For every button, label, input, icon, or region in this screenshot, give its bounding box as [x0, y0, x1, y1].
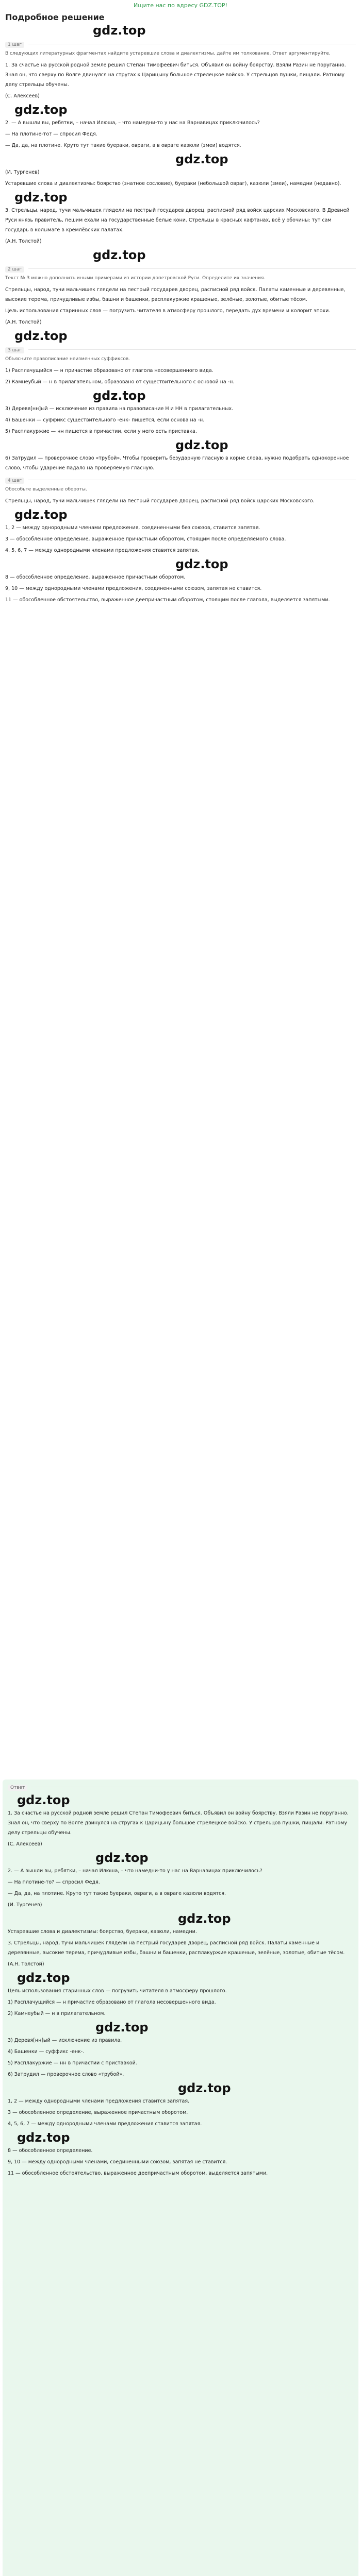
paragraph: — На плотине-то? — спросил Федя.: [5, 131, 97, 137]
author: (А.Н. Толстой): [8, 1961, 44, 1967]
watermark: gdz.top: [178, 1911, 231, 1926]
paragraph: Устаревшие слова и диалектизмы: боярство, буераки, казюли, намедни.: [8, 1929, 197, 1935]
author: (И. Тургенев): [5, 170, 40, 175]
paragraph: 2. — А вышли вы, ребятки, – начал Илюша, – что намедни-то у нас на Варнавицах приключилось?: [5, 120, 260, 126]
divider: [28, 268, 356, 269]
paragraph: 3. Стрельцы, народ, тучи мальчишек глядели на пестрый государев дворец, расписной ряд войск. Палаты каменные и деревянные, высокие терема, причудливые избы, башни и башенки, расплакуржие крашеные, зелёные, золотые, обитые тёсом.: [8, 1940, 345, 1956]
watermark: gdz.top: [14, 507, 68, 522]
watermark: gdz.top: [175, 152, 228, 166]
paragraph: 4, 5, 6, 7 — между однородными членами предложения ставится запятая.: [8, 2121, 202, 2127]
paragraph: 6) Затрудил — проверочное слово «трубой». Чтобы проверить безударную гласную в корне слова, нужно подобрать однокоренное слово, чтобы ударение падало на проверяемую гласную.: [5, 455, 349, 471]
paragraph: 3 — обособленное определение, выраженное причастным оборотом.: [8, 2110, 188, 2115]
paragraph: Стрельцы, народ, тучи мальчишек глядели на пестрый государев дворец, расписной ряд войск царских Московского.: [5, 498, 315, 504]
paragraph: 1, 2 — между однородными членами предложения ставится запятая.: [8, 2098, 190, 2104]
answer-box: [3, 1780, 358, 2576]
paragraph: 1, 2 — между однородными членами предложения, соединенными без союзов, ставится запятая.: [5, 525, 260, 531]
watermark: gdz.top: [14, 190, 68, 205]
watermark: gdz.top: [93, 23, 146, 38]
step-badge: 1 шаг: [5, 42, 24, 48]
task-text: Объясните правописание неизменных суффиксов.: [5, 357, 130, 362]
paragraph: 3) Деревя[нн]ый — исключение из правила на правописание Н и НН в прилагательных.: [5, 406, 234, 412]
paragraph: 1. За счастье на русской родной земле решил Степан Тимофеевич биться. Объявил он войну боярству. Взяли Разин не поруганно. Знал он, что сверху по Волге двинулся на стругах к Царицыну большое стрелецкое войско. У стрельцов пушки, пищали. Ратному делу стрельцы обучены.: [5, 62, 346, 88]
paragraph: 9, 10 — между однородными членами, соединенными союзом, запятая не ставится.: [8, 2159, 227, 2165]
task-text: Обособьте выделенные обороты.: [5, 487, 87, 492]
paragraph: — Да, да, на плотине. Круто тут такие буераки, овраги, а в овраге казюли (змеи) водятся.: [5, 143, 241, 148]
paragraph: Цель использования старинных слов — погрузить читателя в атмосферу прошлого, передать дух времени и колорит эпохи.: [5, 308, 331, 314]
paragraph: 9, 10 — между однородными членами предложения, соединенными союзом, запятая не ставится.: [5, 586, 262, 591]
paragraph: 11 — обособленное обстоятельство, выраженное деепричастным оборотом, стоящим после глагола, выделяется запятыми.: [5, 597, 330, 603]
paragraph: Цель использования старинных слов — погрузить читателя в атмосферу прошлого.: [8, 1988, 227, 1994]
paragraph: 5) Расплакуржие — нн пишется в причастии, если у него есть приставка.: [5, 429, 197, 434]
watermark: gdz.top: [175, 557, 228, 571]
solution-section: [0, 7, 361, 1780]
paragraph: 1) Расплачущийся — н причастие образовано от глагола несовершенного вида.: [5, 368, 214, 374]
watermark: gdz.top: [175, 438, 228, 452]
task-text: В следующих литературных фрагментах найдите устаревшие слова и диалектизмы, дайте им толкование. Ответ аргументируйте.: [5, 51, 331, 56]
paragraph: 4, 5, 6, 7 — между однородными членами предложения ставится запятая.: [5, 548, 200, 553]
section-title: Подробное решение: [5, 12, 105, 22]
paragraph: 11 — обособленное обстоятельство, выраженное деепричастным оборотом, выделяется запятыми.: [8, 2171, 268, 2176]
paragraph: 4) Башенки — суффикс -енк-.: [8, 2049, 85, 2055]
watermark: gdz.top: [17, 1971, 70, 1985]
step-badge: 3 шаг: [5, 347, 24, 353]
step-badge: 2 шаг: [5, 266, 24, 273]
answer-badge: Ответ: [8, 1785, 27, 1791]
paragraph: — Да, да, на плотине. Круто тут такие буераки, овраги, а в овраге казюли водятся.: [8, 1891, 226, 1896]
watermark: gdz.top: [17, 1793, 70, 1807]
paragraph: 1. За счастье на русской родной земле решил Степан Тимофеевич биться. Объявил он войну боярству. Взяли Разин не поруганно. Знал он, что сверху по Волге двинулся на стругах к Царицыну большое стрелецкое войско. У стрельцов пушки, пищали. Ратному делу стрельцы обучены.: [8, 1810, 349, 1836]
watermark: gdz.top: [14, 103, 68, 117]
watermark: gdz.top: [93, 388, 146, 403]
paragraph: — На плотине-то? — спросил Федя.: [8, 1879, 100, 1885]
paragraph: 6) Затрудил — проверочное слово «трубой».: [8, 2072, 124, 2077]
watermark: gdz.top: [95, 1851, 149, 1865]
watermark: gdz.top: [95, 2020, 149, 2035]
paragraph: 3 — обособленное определение, выраженное причастным оборотом, стоящим после определяемого слова.: [5, 536, 286, 542]
author: (С. Алексеев): [8, 1841, 42, 1847]
paragraph: 5) Расплакуржие — нн в причастии с приставкой.: [8, 2060, 137, 2066]
paragraph: 2) Камнеубый — н в прилагательном.: [8, 2011, 106, 2016]
author: (А.Н. Толстой): [5, 239, 42, 244]
paragraph: 3. Стрельцы, народ, тучи мальчишек глядели на пестрый государев дворец, расписной ряд войск царских Московского. В Древней Руси князь правитель, пешим ехали на государственные белые кони. Стрельцы в красных кафтанах, всё у обочины: тут сам государь в колымаге в кремлёвских палатах.: [5, 208, 350, 233]
paragraph: Устаревшие слова и диалектизмы: боярство (знатное сословие), буераки (небольшой овраг), казюли (змеи), намедни (недавно).: [5, 181, 341, 187]
paragraph: 8 — обособленное определение, выраженное причастным оборотом.: [5, 574, 186, 580]
watermark: gdz.top: [178, 2081, 231, 2095]
paragraph: 2. — А вышли вы, ребятки, – начал Илюша, – что намедни-то у нас на Варнавицах приключилось?: [8, 1868, 262, 1874]
divider: [28, 349, 356, 350]
paragraph: 8 — обособленное определение.: [8, 2148, 93, 2154]
author: (С. Алексеев): [5, 93, 40, 99]
paragraph: 4) Башенки — суффикс существительного -енк- пишется, если основа на -н.: [5, 417, 205, 423]
top-banner[interactable]: Ищите нас по адресу GDZ.TOP!: [134, 2, 227, 9]
task-text: Текст № 3 можно дополнить иными примерами из истории допетровской Руси. Определите их значения.: [5, 276, 266, 281]
paragraph: 1) Расплачущийся — н причастие образовано от глагола несовершенного вида.: [8, 1999, 216, 2005]
author: (А.Н. Толстой): [5, 319, 42, 325]
watermark: gdz.top: [17, 2130, 70, 2145]
watermark: gdz.top: [14, 329, 68, 343]
paragraph: Стрельцы, народ, тучи мальчишек глядели на пестрый государев дворец, расписной ряд войск. Палаты каменные и деревянные, высокие терема, причудливые избы, башни и башенки, расплакуржие крашеные, зелёные, золотые, обитые тёсом.: [5, 287, 346, 302]
step-badge: 4 шаг: [5, 478, 24, 484]
author: (И. Тургенев): [8, 1902, 42, 1908]
answer-section: [0, 1780, 361, 2576]
watermark: gdz.top: [93, 248, 146, 262]
paragraph: 2) Камнеубый — н в прилагательном, образовано от существительного с основой на -н.: [5, 379, 235, 385]
paragraph: 3) Деревя[нн]ый — исключение из правила.: [8, 2038, 122, 2043]
